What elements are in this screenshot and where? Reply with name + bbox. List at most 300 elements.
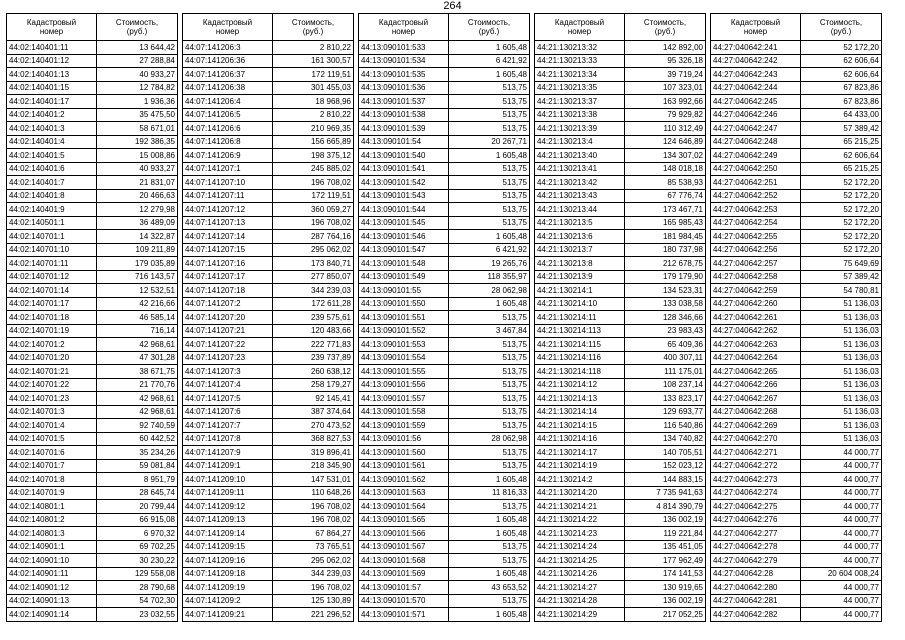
table-row (535, 135, 706, 149)
cadastral-number-cell: 44:13:090101:554 (359, 351, 449, 365)
cost-cell: 44 000,77 (801, 473, 882, 487)
table-row (7, 351, 178, 365)
cadastral-number-cell: 44:02:140401:2 (7, 108, 97, 122)
cost-cell: 120 483,66 (273, 324, 354, 338)
table-row (535, 486, 706, 500)
cost-cell: 73 765,51 (273, 540, 354, 554)
table-row (535, 608, 706, 622)
cost-cell: 28 645,74 (97, 486, 178, 500)
table-row (535, 257, 706, 271)
header-cost: Стоимость, (руб.) (801, 14, 882, 41)
cadastral-number-cell: 44:13:090101:539 (359, 122, 449, 136)
table-row (711, 149, 882, 163)
cadastral-number-cell: 44:21:130214:16 (535, 432, 625, 446)
table-row (183, 270, 354, 284)
table-row (535, 324, 706, 338)
cadastral-number-cell: 44:13:090101:547 (359, 243, 449, 257)
cadastral-number-cell: 44:13:090101:542 (359, 176, 449, 190)
cadastral-number-cell: 44:02:140901:12 (7, 581, 97, 595)
table-row (359, 230, 530, 244)
table-row (711, 567, 882, 581)
cost-cell: 212 678,75 (625, 257, 706, 271)
cadastral-number-cell: 44:07:141207:7 (183, 419, 273, 433)
table-row (7, 41, 178, 55)
cadastral-number-cell: 44:07:141209:10 (183, 473, 273, 487)
cadastral-number-cell: 44:27:040642:256 (711, 243, 801, 257)
table-row (359, 311, 530, 325)
cost-cell: 11 816,33 (449, 486, 530, 500)
table-row (183, 203, 354, 217)
cost-cell: 180 737,98 (625, 243, 706, 257)
cadastral-number-cell: 44:21:130213:7 (535, 243, 625, 257)
cadastral-number-cell: 44:07:141209:19 (183, 581, 273, 595)
cost-cell: 92 145,41 (273, 392, 354, 406)
cost-cell: 513,75 (449, 554, 530, 568)
table-row (535, 567, 706, 581)
cost-cell: 51 136,03 (801, 405, 882, 419)
cadastral-number-cell: 44:02:140401:12 (7, 54, 97, 68)
cost-cell: 20 466,63 (97, 189, 178, 203)
table-row (183, 108, 354, 122)
cadastral-number-cell: 44:02:140701:20 (7, 351, 97, 365)
table-row (711, 500, 882, 514)
cadastral-number-cell: 44:07:141207:20 (183, 311, 273, 325)
cost-cell: 7 735 941,63 (625, 486, 706, 500)
cadastral-table-4 (534, 13, 706, 622)
cadastral-number-cell: 44:27:040642:282 (711, 608, 801, 622)
table-row (7, 149, 178, 163)
cost-cell: 513,75 (449, 378, 530, 392)
cadastral-number-cell: 44:27:040642:268 (711, 405, 801, 419)
cost-cell: 295 062,02 (273, 554, 354, 568)
cadastral-number-cell: 44:21:130214:19 (535, 459, 625, 473)
cadastral-number-cell: 44:02:140701:2 (7, 338, 97, 352)
table-row (7, 203, 178, 217)
cadastral-number-cell: 44:07:141209:14 (183, 527, 273, 541)
header-cadastral-number: Кадастровый номер (359, 14, 449, 41)
cadastral-number-cell: 44:27:040642:243 (711, 68, 801, 82)
cadastral-number-cell: 44:13:090101:537 (359, 95, 449, 109)
cost-cell: 65 409,36 (625, 338, 706, 352)
cost-cell: 44 000,77 (801, 581, 882, 595)
cadastral-number-cell: 44:07:141209:11 (183, 486, 273, 500)
cost-cell: 36 489,09 (97, 216, 178, 230)
cadastral-number-cell: 44:21:130213:8 (535, 257, 625, 271)
cadastral-number-cell: 44:13:090101:538 (359, 108, 449, 122)
cost-cell: 42 968,61 (97, 405, 178, 419)
table-row (711, 135, 882, 149)
table-row (359, 122, 530, 136)
table-row (183, 189, 354, 203)
cadastral-number-cell: 44:02:140901:13 (7, 594, 97, 608)
table-row (711, 230, 882, 244)
cadastral-number-cell: 44:13:090101:567 (359, 540, 449, 554)
cost-cell: 196 708,02 (273, 513, 354, 527)
cadastral-number-cell: 44:07:141207:12 (183, 203, 273, 217)
cost-cell: 513,75 (449, 419, 530, 433)
cost-cell: 129 693,77 (625, 405, 706, 419)
cost-cell: 40 933,27 (97, 68, 178, 82)
cost-cell: 301 455,03 (273, 81, 354, 95)
cadastral-number-cell: 44:27:040642:264 (711, 351, 801, 365)
cost-cell: 52 172,20 (801, 216, 882, 230)
cadastral-number-cell: 44:27:040642:279 (711, 554, 801, 568)
table-row (183, 351, 354, 365)
cost-cell: 513,75 (449, 500, 530, 514)
cost-cell: 20 604 008,24 (801, 567, 882, 581)
cost-cell: 196 708,02 (273, 581, 354, 595)
cadastral-number-cell: 44:02:140401:7 (7, 176, 97, 190)
cost-cell: 54 702,30 (97, 594, 178, 608)
cost-cell: 42 968,61 (97, 338, 178, 352)
cadastral-number-cell: 44:21:130214:118 (535, 365, 625, 379)
cadastral-number-cell: 44:27:040642:263 (711, 338, 801, 352)
cost-cell: 44 000,77 (801, 594, 882, 608)
cost-cell: 125 130,89 (273, 594, 354, 608)
table-row (7, 95, 178, 109)
cost-cell: 30 230,22 (97, 554, 178, 568)
table-row (359, 554, 530, 568)
table-row (183, 459, 354, 473)
cadastral-number-cell: 44:27:040642:267 (711, 392, 801, 406)
cadastral-number-cell: 44:21:130214:15 (535, 419, 625, 433)
header-cost: Стоимость, (руб.) (449, 14, 530, 41)
cost-cell: 44 000,77 (801, 513, 882, 527)
cost-cell: 54 780,81 (801, 284, 882, 298)
header-cost: Стоимость, (руб.) (273, 14, 354, 41)
table-row (711, 311, 882, 325)
table-row (711, 473, 882, 487)
header-cadastral-number: Кадастровый номер (183, 14, 273, 41)
cost-cell: 196 708,02 (273, 216, 354, 230)
cadastral-number-cell: 44:21:130213:32 (535, 41, 625, 55)
cadastral-number-cell: 44:21:130213:5 (535, 216, 625, 230)
cost-cell: 110 648,26 (273, 486, 354, 500)
cost-cell: 239 575,61 (273, 311, 354, 325)
cost-cell: 69 702,25 (97, 540, 178, 554)
cost-cell: 360 059,27 (273, 203, 354, 217)
cadastral-number-cell: 44:21:130214:26 (535, 567, 625, 581)
cost-cell: 513,75 (449, 176, 530, 190)
cadastral-table-5 (710, 13, 882, 622)
table-row (359, 189, 530, 203)
cost-cell: 192 386,35 (97, 135, 178, 149)
cost-cell: 1 605,48 (449, 230, 530, 244)
table-row (359, 351, 530, 365)
table-row (7, 500, 178, 514)
cadastral-number-cell: 44:13:090101:541 (359, 162, 449, 176)
cadastral-number-cell: 44:02:140701:17 (7, 297, 97, 311)
cadastral-number-cell: 44:02:140401:3 (7, 122, 97, 136)
cadastral-number-cell: 44:27:040642:247 (711, 122, 801, 136)
table-row (535, 459, 706, 473)
table-row (535, 351, 706, 365)
cadastral-number-cell: 44:21:130214:14 (535, 405, 625, 419)
cost-cell: 513,75 (449, 122, 530, 136)
cadastral-number-cell: 44:27:040642:272 (711, 459, 801, 473)
cost-cell: 147 531,01 (273, 473, 354, 487)
cost-cell: 221 296,52 (273, 608, 354, 622)
table-row (711, 432, 882, 446)
table-row (359, 432, 530, 446)
table-row (183, 378, 354, 392)
cadastral-number-cell: 44:21:130214:11 (535, 311, 625, 325)
table-row (183, 311, 354, 325)
cost-cell: 67 823,86 (801, 81, 882, 95)
cadastral-number-cell: 44:13:090101:552 (359, 324, 449, 338)
cadastral-number-cell: 44:27:040642:244 (711, 81, 801, 95)
cost-cell: 12 279,98 (97, 203, 178, 217)
table-row (535, 95, 706, 109)
cadastral-number-cell: 44:21:130214:17 (535, 446, 625, 460)
cost-cell: 136 002,19 (625, 594, 706, 608)
table-row (711, 392, 882, 406)
table-row (359, 405, 530, 419)
cadastral-number-cell: 44:07:141207:23 (183, 351, 273, 365)
cost-cell: 513,75 (449, 405, 530, 419)
cadastral-number-cell: 44:02:140401:15 (7, 81, 97, 95)
cadastral-number-cell: 44:02:140401:17 (7, 95, 97, 109)
cost-cell: 222 771,83 (273, 338, 354, 352)
table-row (359, 95, 530, 109)
table-row (535, 108, 706, 122)
cadastral-number-cell: 44:02:140701:10 (7, 243, 97, 257)
cost-cell: 344 239,03 (273, 567, 354, 581)
table-row (359, 608, 530, 622)
cadastral-number-cell: 44:07:141206:8 (183, 135, 273, 149)
cost-cell: 287 764,16 (273, 230, 354, 244)
table-row (183, 95, 354, 109)
cost-cell: 21 770,76 (97, 378, 178, 392)
cadastral-number-cell: 44:02:140701:19 (7, 324, 97, 338)
cost-cell: 14 322,87 (97, 230, 178, 244)
table-row (535, 338, 706, 352)
table-row (535, 230, 706, 244)
cost-cell: 44 000,77 (801, 540, 882, 554)
table-row (711, 41, 882, 55)
cadastral-number-cell: 44:13:090101:544 (359, 203, 449, 217)
cost-cell: 513,75 (449, 95, 530, 109)
cost-cell: 1 605,48 (449, 41, 530, 55)
cadastral-number-cell: 44:02:140701:8 (7, 473, 97, 487)
table-row (359, 284, 530, 298)
cost-cell: 133 038,58 (625, 297, 706, 311)
cadastral-number-cell: 44:02:140901:14 (7, 608, 97, 622)
cost-cell: 179 179,90 (625, 270, 706, 284)
cost-cell: 6 421,92 (449, 243, 530, 257)
cadastral-number-cell: 44:07:141206:38 (183, 81, 273, 95)
cadastral-number-cell: 44:27:040642:254 (711, 216, 801, 230)
cadastral-number-cell: 44:27:040642:255 (711, 230, 801, 244)
table-row (711, 216, 882, 230)
header-cost: Стоимость, (руб.) (97, 14, 178, 41)
table-row (711, 513, 882, 527)
table-row (535, 554, 706, 568)
table-row (535, 405, 706, 419)
table-row (7, 122, 178, 136)
cost-cell: 62 606,64 (801, 54, 882, 68)
cost-cell: 46 585,14 (97, 311, 178, 325)
cost-cell: 28 062,98 (449, 284, 530, 298)
cost-cell: 51 136,03 (801, 365, 882, 379)
cost-cell: 196 708,02 (273, 500, 354, 514)
cost-cell: 144 883,15 (625, 473, 706, 487)
cost-cell: 12 784,82 (97, 81, 178, 95)
header-cadastral-number: Кадастровый номер (711, 14, 801, 41)
cadastral-number-cell: 44:27:040642:259 (711, 284, 801, 298)
table-row (183, 135, 354, 149)
table-header-row (359, 14, 530, 41)
cost-cell: 44 000,77 (801, 608, 882, 622)
cadastral-number-cell: 44:02:140901:1 (7, 540, 97, 554)
cost-cell: 260 638,12 (273, 365, 354, 379)
cadastral-table-2 (182, 13, 354, 622)
cadastral-number-cell: 44:07:141207:6 (183, 405, 273, 419)
table-row (7, 608, 178, 622)
table-row (359, 392, 530, 406)
table-row (711, 108, 882, 122)
cadastral-number-cell: 44:21:130213:43 (535, 189, 625, 203)
table-row (183, 608, 354, 622)
cost-cell: 172 119,51 (273, 189, 354, 203)
table-row (359, 486, 530, 500)
table-row (535, 594, 706, 608)
cadastral-number-cell: 44:27:040642:261 (711, 311, 801, 325)
cadastral-number-cell: 44:02:140401:6 (7, 162, 97, 176)
table-row (183, 500, 354, 514)
cadastral-number-cell: 44:02:140501:1 (7, 216, 97, 230)
table-row (7, 365, 178, 379)
cost-cell: 60 442,52 (97, 432, 178, 446)
cost-cell: 51 136,03 (801, 432, 882, 446)
cost-cell: 163 992,66 (625, 95, 706, 109)
cost-cell: 21 831,07 (97, 176, 178, 190)
cost-cell: 1 605,48 (449, 297, 530, 311)
cost-cell: 1 605,48 (449, 608, 530, 622)
header-cadastral-number: Кадастровый номер (7, 14, 97, 41)
cost-cell: 62 606,64 (801, 68, 882, 82)
table-row (535, 513, 706, 527)
table-row (535, 365, 706, 379)
cost-cell: 513,75 (449, 162, 530, 176)
table-header-row (7, 14, 178, 41)
table-row (183, 297, 354, 311)
cost-cell: 51 136,03 (801, 338, 882, 352)
cadastral-number-cell: 44:02:140401:4 (7, 135, 97, 149)
table-row (711, 378, 882, 392)
table-row (711, 527, 882, 541)
cost-cell: 67 823,86 (801, 95, 882, 109)
cadastral-number-cell: 44:13:090101:560 (359, 446, 449, 460)
cadastral-number-cell: 44:21:130214:10 (535, 297, 625, 311)
cadastral-number-cell: 44:21:130213:40 (535, 149, 625, 163)
cost-cell: 44 000,77 (801, 446, 882, 460)
cost-cell: 62 606,64 (801, 149, 882, 163)
cadastral-number-cell: 44:07:141209:15 (183, 540, 273, 554)
table-header-row (183, 14, 354, 41)
table-row (359, 459, 530, 473)
cadastral-number-cell: 44:21:130213:6 (535, 230, 625, 244)
table-row (7, 243, 178, 257)
table-header-row (711, 14, 882, 41)
cost-cell: 44 000,77 (801, 554, 882, 568)
cost-cell: 513,75 (449, 311, 530, 325)
cadastral-number-cell: 44:27:040642:251 (711, 176, 801, 190)
cadastral-number-cell: 44:13:090101:57 (359, 581, 449, 595)
table-row (359, 500, 530, 514)
table-row (359, 54, 530, 68)
cadastral-number-cell: 44:02:140701:9 (7, 486, 97, 500)
cost-cell: 4 814 390,79 (625, 500, 706, 514)
cadastral-number-cell: 44:07:141207:16 (183, 257, 273, 271)
cadastral-number-cell: 44:02:140901:10 (7, 554, 97, 568)
cadastral-number-cell: 44:02:140701:4 (7, 419, 97, 433)
table-row (535, 162, 706, 176)
cadastral-number-cell: 44:02:140401:5 (7, 149, 97, 163)
cost-cell: 118 355,97 (449, 270, 530, 284)
table-row (711, 189, 882, 203)
cadastral-number-cell: 44:02:140701:12 (7, 270, 97, 284)
cost-cell: 3 467,84 (449, 324, 530, 338)
table-row (711, 540, 882, 554)
cost-cell: 513,75 (449, 446, 530, 460)
table-row (359, 338, 530, 352)
cost-cell: 319 896,41 (273, 446, 354, 460)
table-row (711, 324, 882, 338)
table-row (535, 446, 706, 460)
cadastral-number-cell: 44:21:130213:41 (535, 162, 625, 176)
cadastral-number-cell: 44:21:130214:25 (535, 554, 625, 568)
cadastral-number-cell: 44:07:141207:10 (183, 176, 273, 190)
cost-cell: 52 172,20 (801, 41, 882, 55)
cost-cell: 43 653,52 (449, 581, 530, 595)
cadastral-number-cell: 44:07:141207:22 (183, 338, 273, 352)
cost-cell: 513,75 (449, 189, 530, 203)
cadastral-number-cell: 44:27:040642:273 (711, 473, 801, 487)
cost-cell: 44 000,77 (801, 486, 882, 500)
table-row (535, 419, 706, 433)
table-row (711, 297, 882, 311)
cadastral-number-cell: 44:07:141206:37 (183, 68, 273, 82)
cadastral-number-cell: 44:13:090101:546 (359, 230, 449, 244)
table-row (711, 122, 882, 136)
table-row (183, 554, 354, 568)
cadastral-number-cell: 44:21:130214:12 (535, 378, 625, 392)
table-row (535, 54, 706, 68)
cost-cell: 57 389,42 (801, 122, 882, 136)
table-row (711, 365, 882, 379)
table-row (183, 243, 354, 257)
cost-cell: 28 062,98 (449, 432, 530, 446)
cost-cell: 513,75 (449, 203, 530, 217)
cost-cell: 134 523,31 (625, 284, 706, 298)
header-cost: Стоимость, (руб.) (625, 14, 706, 41)
cost-cell: 35 475,50 (97, 108, 178, 122)
cadastral-number-cell: 44:07:141209:21 (183, 608, 273, 622)
table-row (183, 392, 354, 406)
cadastral-number-cell: 44:02:140701:5 (7, 432, 97, 446)
cadastral-number-cell: 44:13:090101:535 (359, 68, 449, 82)
cost-cell: 179 035,89 (97, 257, 178, 271)
cadastral-number-cell: 44:27:040642:270 (711, 432, 801, 446)
cost-cell: 47 301,28 (97, 351, 178, 365)
table-row (711, 162, 882, 176)
cost-cell: 19 265,76 (449, 257, 530, 271)
table-row (711, 257, 882, 271)
cost-cell: 218 345,90 (273, 459, 354, 473)
table-row (183, 257, 354, 271)
table-row (359, 162, 530, 176)
